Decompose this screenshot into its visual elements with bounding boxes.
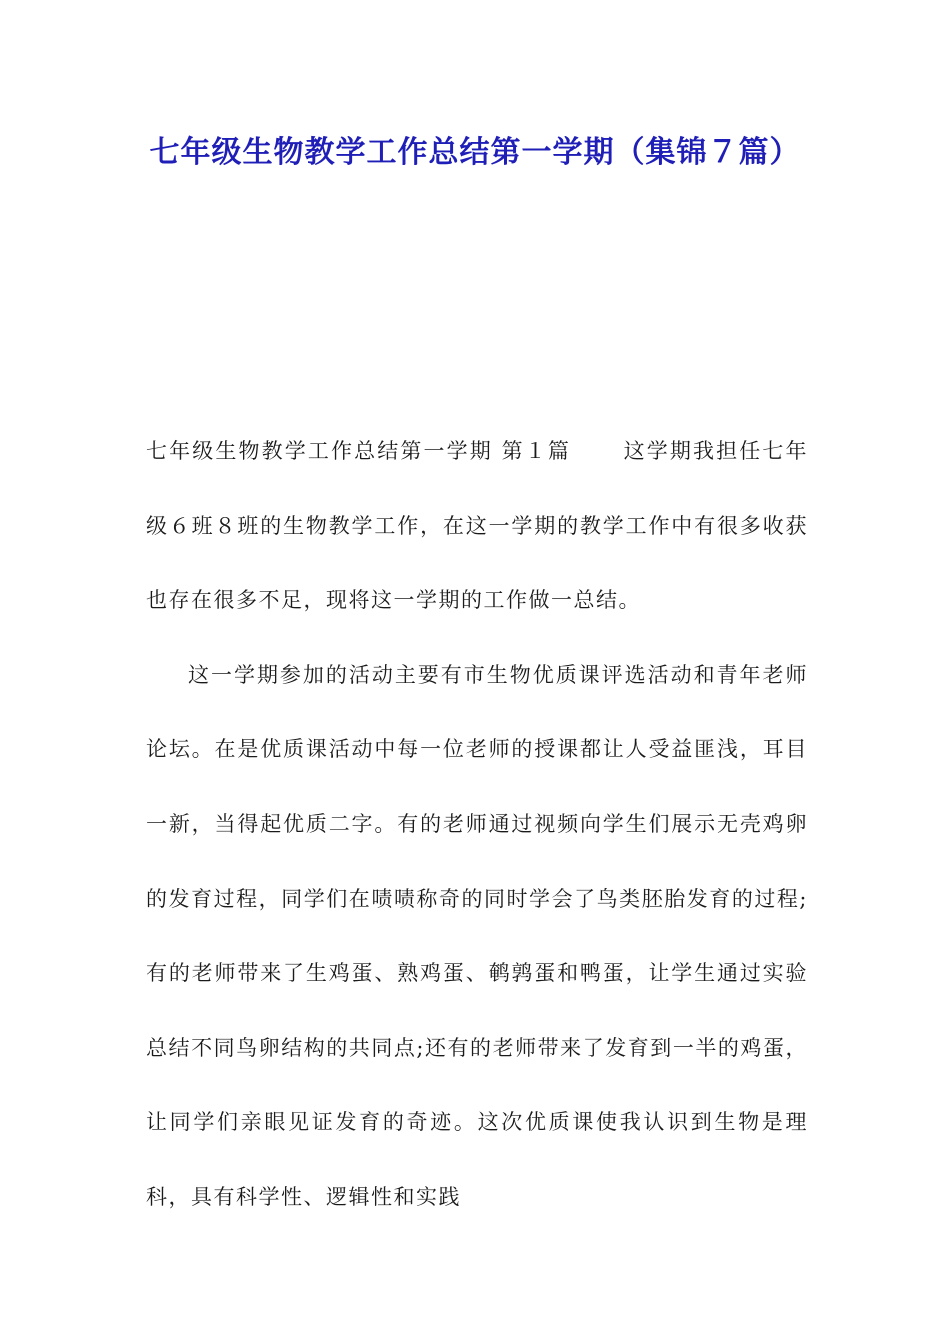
paragraph-2: 这一学期参加的活动主要有市生物优质课评选活动和青年老师论坛。在是优质课活动中每一位老师的授课都让人受益匪浅，耳目一新，当得起优质二字。有的老师通过视频向学生们展示无壳鸡卵的发育过程，同学们在啧啧称奇的同时学会了鸟类胚胎发育的过程;有的老师带来了生鸡蛋、熟鸡蛋、鹌鹑蛋和鸭蛋，让学生通过实验总结不同鸟卵结构的共同点;还有的老师带来了发育到一半的鸡蛋，让同学们亲眼见证发育的奇迹。这次优质课使我认识到生物是理科，具有科学性、逻辑性和实践 [146, 662, 808, 1209]
paragraph-1 [146, 414, 808, 638]
section-heading: 七年级生物教学工作总结第一学期 第１篇 [146, 439, 572, 463]
document-title: 七年级生物教学工作总结第一学期（集锦７篇） [149, 135, 801, 170]
document-body [146, 414, 808, 1235]
paragraph-1-text: 这学期我担任七年级６班８班的生物教学工作，在这一学期的教学工作中有很多收获也存在很多不足，现将这一学期的工作做一总结。 [146, 439, 808, 613]
